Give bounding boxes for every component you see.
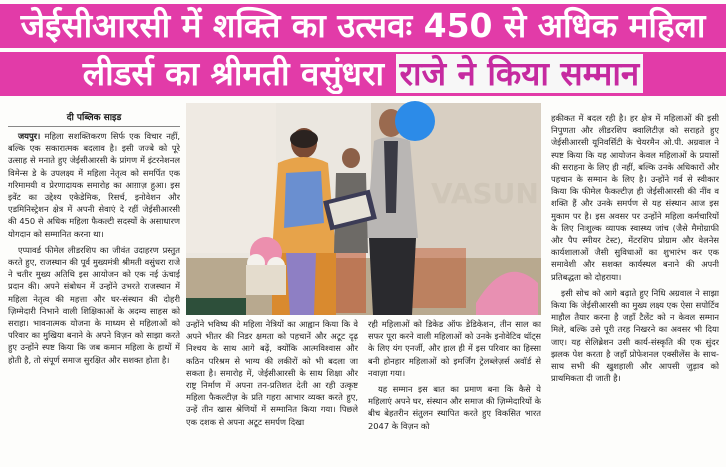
headline-line-1: जेईसीआरसी में शक्ति का उत्सवः 450 से अधिक महिला bbox=[20, 6, 706, 45]
col3-paragraph-2: यह सम्मान इस बात का प्रमाण बना कि कैसे ये महिलाएं अपने घर, संस्थान और समाज की ज़िम्मेदारियों के बीच बेहतरीन संतुलन स्थापित करते हुए विकसित भारत 2047 के विज़न को bbox=[368, 384, 541, 431]
event-photo-illustration bbox=[186, 103, 541, 315]
article-column-1 bbox=[8, 130, 180, 465]
headline-line-2-highlight: राजे ने किया सम्मान bbox=[396, 54, 644, 93]
article-column-4 bbox=[551, 112, 719, 465]
blue-marker-dot bbox=[395, 101, 435, 141]
col4-paragraph-2: इसी सोच को आगे बढ़ाते हुए निधि अग्रवाल ने साझा किया कि जेईसीआरसी का मुख्य लक्ष्य एक ऐसा सपोर्टिव माहौल तैयार करना है जहाँ टैलेंट को न केवल सम्मान मिले, बल्कि उसे पूरी तरह निखरने का अवसर भी दिया जाए। यह सेलिब्रेशन उसी कार्य-संस्कृति की एक सुंदर झलक पेश करता है जहाँ प्रोफेशनल एक्सीलेंस के साथ-साथ सभी की खुशहाली और आपसी जुड़ाव को प्राथमिकता दी जाती है। bbox=[551, 287, 719, 384]
article-column-3 bbox=[368, 318, 541, 465]
photo-banner-text: VASUN bbox=[431, 177, 539, 210]
col4-paragraph-1: हकीकत में बदल रही है। हर क्षेत्र में महिलाओं की इसी निपुणता और लीडरशिप क्वालिटीज़ को सराहते हुए जेईसीआरसी यूनिवर्सिटी के चेयरमैन ओ.पी. अग्रवाल ने स्पष्ट किया कि यह आयोजन केवल महिलाओं के प्रयासों की सराहना के लिए ही नहीं, बल्कि उनके अधिकारों और पहचान के सम्मान के लिए है। उन्होंने गर्व से स्वीकार किया कि फीमेल फैकल्टीज़ ही जेईसीआरसी की नींव व शक्ति हैं और उनके समर्पण से यह संस्थान आज इस मुकाम पर है। इस अवसर पर उन्होंने महिला कर्मचारियों के लिए निःशुल्क व्यापक स्वास्थ्य जांच (जैसे मैमोग्राफी और पैप स्मीयर टेस्ट), मेंटरशिप प्रोग्राम और वेलनेस कार्यशालाओं जैसी सुविधाओं का शुभारंभ कर एक समावेशी और सशक्त कार्यस्थल बनाने की अपनी प्रतिबद्धता को दोहराया। bbox=[551, 113, 719, 282]
event-photo bbox=[186, 103, 541, 315]
col1-p1-text: महिला सशक्तिकरण सिर्फ एक विचार नहीं, बल्कि एक सकारात्मक बदलाव है। इसी जज्बे को पूरे उत्साह से मनाते हुए जेईसीआरसी के प्रांगण में इंटरनेशनल विमेन्स डे के उपलक्ष्य में महिला नेतृत्व को समर्पित एक गरिमामयी व प्रेरणादायक समारोह का आग़ाज़ हुआ। इस इवेंट का उद्देश्य एकेडेमिक, रिसर्च, इनोवेशन और एडमिनिस्ट्रेशन क्षेत्र में अपनी सेवाएं दे रहीं जेईसीआरसी की 450 से अधिक महिला फैकल्टी सदस्यों के असाधारण योगदान को सम्मानित करना था। bbox=[8, 131, 180, 239]
dateline: जयपुर। bbox=[18, 131, 41, 141]
article-column-2: उन्होंने भविष्य की महिला नेत्रियों का आह्वान किया कि वे अपने भीतर की निडर क्षमता को पहचानें और अटूट दृढ़ निश्चय के साथ आगे बढ़ें, क्योंकि आत्मविश्वास और कठिन परिश्रम से भाग्य की लकीरों को भी बदला जा सकता है। समारोह में, जेईसीआरसी के साथ शिक्षा और राष्ट्र निर्माण में अपना तन-प्रतिशत देती आ रही उत्कृष्ट महिला फैकल्टीज़ के प्रति गहरा आभार व्यक्त करते हुए, उन्हें तीन खास श्रेणियों में सम्मानित किया गया। पिछले एक दशक से अपना अटूट समर्पण दिखा bbox=[186, 319, 358, 427]
headline-line-2-part-1: लीडर्स का श्रीमती वसुंधरा bbox=[82, 54, 385, 93]
col3-paragraph-1: रही महिलाओं को डिकेड ऑफ डेडिकेशन, तीन साल का सफर पूरा करने वाली महिलाओं को उनके इनोवेटिव थॉट्स के लिए यंग एनर्जी, और हाल ही में इस परिवार का हिस्सा बनी होनहार महिलाओं को इमर्जिंग ट्रेलब्लेज़र्स अवॉर्ड से नवाज़ा गया। bbox=[368, 319, 541, 378]
col1-paragraph-1 bbox=[8, 130, 180, 240]
byline: दी पब्लिक साइड bbox=[8, 112, 180, 127]
headline-line-2 bbox=[0, 54, 726, 94]
col1-paragraph-2: एप्पावर्ड फीमेल लीडरशिप का जीवंत उदाहरण प्रस्तुत करते हुए, राजस्थान की पूर्व मुख्यमंत्री श्रीमती वसुंधरा राजे ने चतीर मुख्य अतिथि इस आयोजन को एक नई ऊंचाई प्रदान की। अपने संबोधन में उन्होंने उभरते राजस्थान में महिला नेतृत्व की महत्ता और घर-संस्थान की दोहरी ज़िम्मेदारी निभाने वाली शिक्षिकाओं के अदम्य साहस को सराहा। भावनात्मक योजना के माध्यम से महिलाओं को परिवार का मुखिया बनाने के अपने विज़न को साझा करते हुए उन्होंने स्पष्ट किया कि जब कमान महिला के हाथों में होती है, तो संपूर्ण समाज सुरक्षित और सशक्त होता है। bbox=[8, 244, 180, 365]
